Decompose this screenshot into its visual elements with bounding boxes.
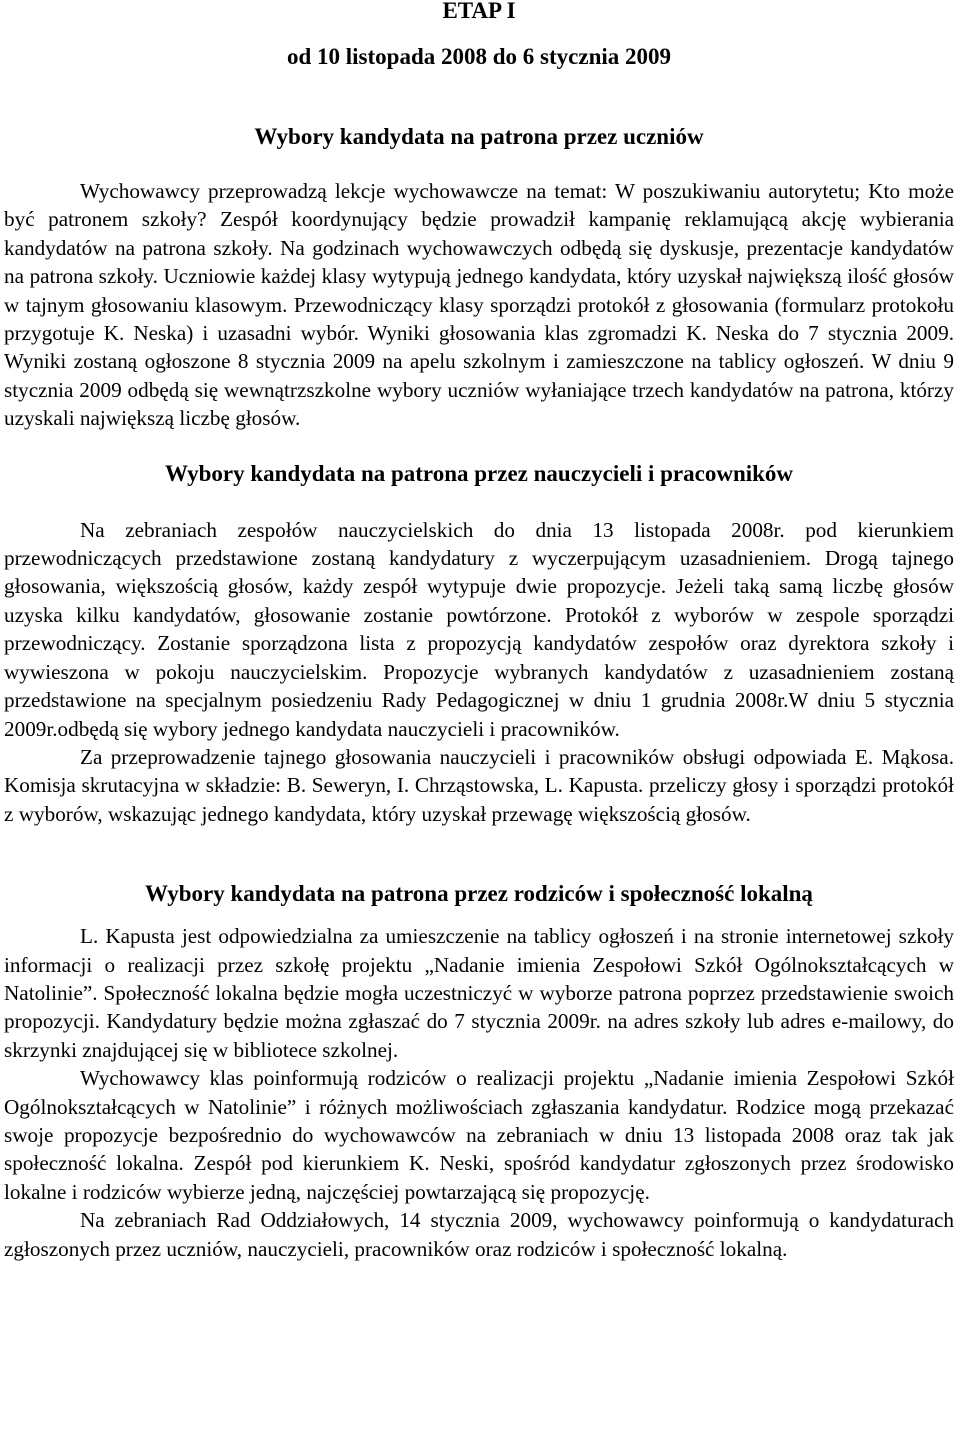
document-page — [4, 0, 954, 1263]
section-teachers-paragraph-1: Na zebraniach zespołów nauczycielskich do dnia 13 listopada 2008r. pod kierunkiem przewodniczących przedstawione zostaną kandydatury z wyczerpującym uzasadnieniem. Drogą tajnego głosowania, większością głosów, każdy zespół wytypuje dwie propozycje. Jeżeli taką samą liczbę głosów uzyska kilku kandydatów, głosowanie zostanie powtórzone. Protokół z wyborów w zespole sporządzi przewodniczący. Zostanie sporządzona lista z propozycją kandydatów zespołów oraz dyrektora szkoły i wywieszona w pokoju nauczycielskim. Propozycje wybranych kandydatów z uzasadnieniem zostaną przedstawione na specjalnym posiedzeniu Rady Pedagogicznej w dniu 1 grudnia 2008r.W dniu 5 stycznia 2009r.odbędą się wybory jednego kandydata nauczycieli i pracowników. — [4, 517, 954, 741]
section-teachers-paragraph-2: Za przeprowadzenie tajnego głosowania nauczycieli i pracowników obsługi odpowiada E. Mąkosa. Komisja skrutacyjna w składzie: B. Seweryn, I. Chrząstowska, L. Kapusta. przeliczy głosy i sporządzi protokół z wyborów, wskazując jednego kandydata, który uzyskał przewagę większością głosów. — [4, 744, 954, 826]
section-parents-paragraph-1: L. Kapusta jest odpowiedzialna za umieszczenie na tablicy ogłoszeń i na stronie internetowej szkoły informacji o realizacji przez szkołę projektu „Nadanie imienia Zespołowi Szkół Ogólnokształcących w Natolinie”. Społeczność lokalna będzie mogła uczestniczyć w wyborze patrona poprzez przedstawienie swoich propozycji. Kandydatury będzie można zgłaszać do 7 stycznia 2009r. na adres szkoły lub adres e-mailowy, do skrzynki znajdującej się w bibliotece szkolnej. — [4, 924, 954, 1062]
document-title: ETAP I — [442, 0, 516, 23]
section-parents-paragraph-2: Wychowawcy klas poinformują rodziców o realizacji projektu „Nadanie imienia Zespołowi Szkół Ogólnokształcących w Natolinie” i różnych możliwościach zgłaszania kandydatur. Rodzice mogą przekazać swoje propozycje bezpośrednio do wychowawców na zebraniach w dniu 13 listopada 2008 oraz tak jak społeczność lokalna. Zespół pod kierunkiem K. Neski, spośród kandydatur zgłoszonych przez środowisko lokalne i rodziców wybierze jedną, najczęściej powtarzającą się propozycję. — [4, 1066, 954, 1204]
section-parents-paragraph-3: Na zebraniach Rad Oddziałowych, 14 stycznia 2009, wychowawcy poinformują o kandydaturach zgłoszonych przez uczniów, nauczycieli, pracowników oraz rodziców i społeczność lokalną. — [4, 1208, 954, 1261]
section-heading-teachers: Wybory kandydata na patrona przez nauczycieli i pracowników — [164, 460, 794, 486]
section-students-paragraph: Wychowawcy przeprowadzą lekcje wychowawcze na temat: W poszukiwaniu autorytetu; Kto może być patronem szkoły? Zespół koordynujący będzie prowadził kampanię reklamującą akcję wybierania kandydatów na patrona szkoły. Na godzinach wychowawczych odbędą się dyskusje, prezentacje kandydatów na patrona szkoły. Uczniowie każdej klasy wytypują jednego kandydata, który uzyskał największą ilość głosów w tajnym głosowaniu klasowym. Przewodniczący klasy sporządzi protokół z głosowania (formularz protokołu przygotuje K. Neska) i uzasadni wybór. Wyniki głosowania klas zgromadzi K. Neska do 7 stycznia 2009. Wyniki zostaną ogłoszone 8 stycznia 2009 na apelu szkolnym i zamieszczone na tablicy ogłoszeń. W dniu 9 stycznia 2009 odbędą się wewnątrzszkolne wybory uczniów wyłaniające trzech kandydatów na patrona, którzy uzyskali największą liczbę głosów. — [4, 179, 954, 431]
document-subtitle: od 10 listopada 2008 do 6 stycznia 2009 — [286, 44, 671, 69]
section-heading-parents: Wybory kandydata na patrona przez rodziców i społeczność lokalną — [145, 881, 813, 907]
section-heading-students: Wybory kandydata na patrona przez uczniów — [254, 124, 704, 149]
